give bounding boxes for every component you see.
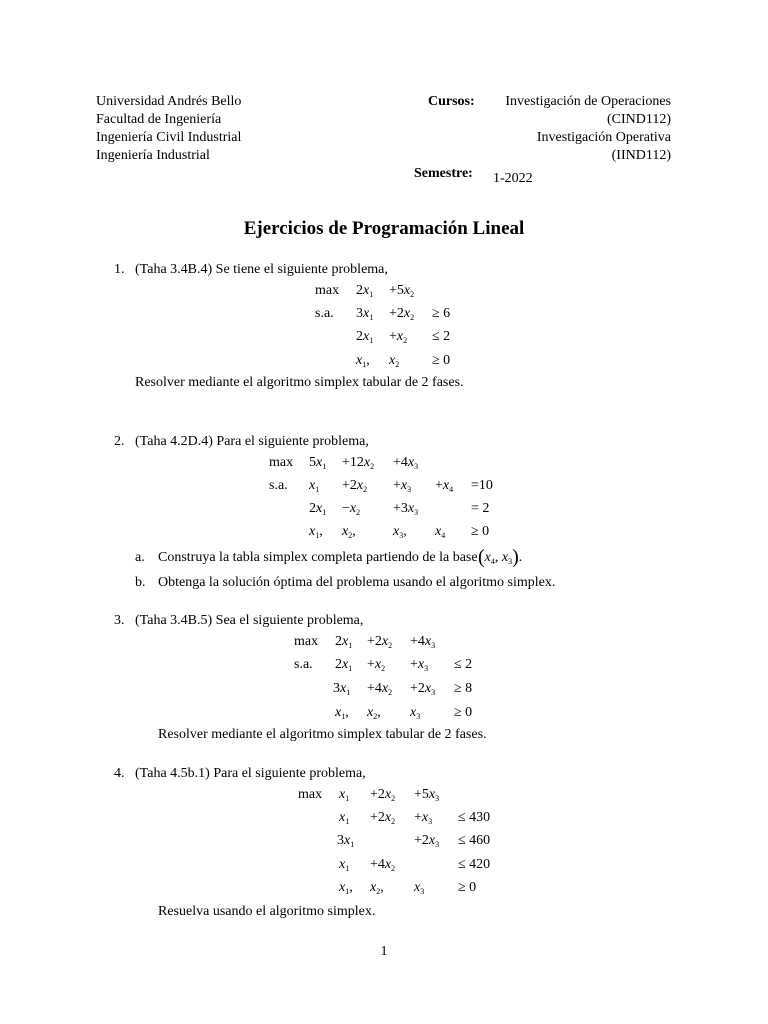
term: $+x_2$	[389, 329, 408, 345]
program-name-2: Ingeniería Industrial	[96, 148, 210, 163]
term: $+4x_2$	[367, 681, 393, 697]
term: $2x_1$	[356, 329, 374, 345]
term: $5x_1$	[309, 455, 327, 471]
sa-label: s.a.	[294, 657, 313, 672]
term: $3x_1$	[333, 681, 351, 697]
term: $+2x_3$	[414, 833, 440, 849]
term: $x_2$,	[367, 705, 381, 721]
max-label: max	[315, 283, 340, 298]
term: $2x_1$	[309, 501, 327, 517]
term: $2x_1$	[335, 634, 353, 650]
term: $+x_3$	[393, 478, 412, 494]
exercise-4-intro: (Taha 4.5b.1) Para el siguiente problema,	[135, 766, 366, 781]
university-name: Universidad Andrés Bello	[96, 94, 242, 109]
term: $x_3$	[414, 880, 425, 896]
course-2: Investigación Operativa	[536, 130, 671, 145]
term: $+2x_2$	[389, 306, 415, 322]
term: $x_2$,	[342, 524, 356, 540]
term: $x_3$,	[393, 524, 407, 540]
term: $+12x_2$	[342, 455, 375, 471]
sa-label: s.a.	[269, 478, 288, 493]
constraint-rhs: ≥ 0	[454, 705, 473, 720]
exercise-4-instruction: Resuelva usando el algoritmo simplex.	[158, 904, 376, 919]
term: $+x_2$	[367, 657, 386, 673]
item-a-label: a.	[135, 550, 145, 565]
exercise-3-intro: (Taha 3.4B.5) Sea el siguiente problema,	[135, 613, 364, 628]
item-b-label: b.	[135, 575, 146, 590]
term: $+x_4$	[435, 478, 454, 494]
course-code-2: (IIND112)	[611, 148, 671, 163]
term: $x_3$	[410, 705, 421, 721]
term: $x_2$	[389, 353, 400, 369]
constraint-rhs: ≥ 0	[458, 880, 477, 895]
term: $+2x_3$	[410, 681, 436, 697]
exercise-1-number: 1.	[114, 262, 125, 277]
constraint-rhs: ≤ 2	[432, 329, 451, 344]
term: $x_1$	[339, 787, 350, 803]
semester-label: Semestre:	[414, 166, 473, 181]
basis-expression: ($x_4$, $x_3$).	[478, 546, 523, 568]
term: $3x_1$	[356, 306, 374, 322]
sa-label: s.a.	[315, 306, 334, 321]
exercise-2-intro: (Taha 4.2D.4) Para el siguiente problema,	[135, 434, 369, 449]
term: $x_1$	[339, 810, 350, 826]
exercise-1-instruction: Resolver mediante el algoritmo simplex tabular de 2 fases.	[135, 375, 464, 390]
constraint-rhs: ≥ 8	[454, 681, 473, 696]
faculty-name: Facultad de Ingeniería	[96, 112, 222, 127]
term: $+x_3$	[410, 657, 429, 673]
exercise-4-number: 4.	[114, 766, 125, 781]
constraint-rhs: ≤ 420	[458, 857, 491, 872]
term: $x_1$,	[335, 705, 349, 721]
term: $x_1$	[339, 857, 350, 873]
term: $x_1$	[309, 478, 320, 494]
constraint-rhs: =10	[471, 478, 493, 493]
constraint-rhs: ≤ 430	[458, 810, 491, 825]
term: $-x_2$	[342, 501, 361, 517]
term: $x_1$,	[339, 880, 353, 896]
term: $x_1$,	[309, 524, 323, 540]
term: $+4x_2$	[370, 857, 396, 873]
max-label: max	[269, 455, 294, 470]
exercise-3-instruction: Resolver mediante el algoritmo simplex tabular de 2 fases.	[158, 727, 487, 742]
constraint-rhs: = 2	[471, 501, 490, 516]
course-code-1: (CIND112)	[606, 112, 671, 127]
exercise-3-number: 3.	[114, 613, 125, 628]
term: $3x_1$	[337, 833, 355, 849]
term: $x_2$,	[370, 880, 384, 896]
term: $+2x_2$	[370, 810, 396, 826]
term: $+5x_3$	[414, 787, 440, 803]
term: $+5x_2$	[389, 283, 415, 299]
term: $+2x_2$	[370, 787, 396, 803]
page-number: 1	[380, 944, 388, 959]
max-label: max	[298, 787, 323, 802]
term: $+3x_3$	[393, 501, 419, 517]
constraint-rhs: ≤ 460	[458, 833, 491, 848]
term: $2x_1$	[356, 283, 374, 299]
constraint-rhs: ≤ 2	[454, 657, 473, 672]
constraint-rhs: ≥ 6	[432, 306, 451, 321]
item-b-text: Obtenga la solución óptima del problema usando el algoritmo simplex.	[158, 575, 556, 590]
exercise-2-number: 2.	[114, 434, 125, 449]
term: $+4x_3$	[410, 634, 436, 650]
constraint-rhs: ≥ 0	[471, 524, 490, 539]
term: $+4x_3$	[393, 455, 419, 471]
term: $+x_3$	[414, 810, 433, 826]
term: $+2x_2$	[342, 478, 368, 494]
semester-value: 1-2022	[493, 171, 533, 186]
term: $+2x_2$	[367, 634, 393, 650]
max-label: max	[294, 634, 319, 649]
constraint-rhs: ≥ 0	[432, 353, 451, 368]
term: $x_4$	[435, 524, 446, 540]
page-title: Ejercicios de Programación Lineal	[243, 218, 525, 239]
exercise-1-intro: (Taha 3.4B.4) Se tiene el siguiente problema,	[135, 262, 388, 277]
program-name-1: Ingeniería Civil Industrial	[96, 130, 242, 145]
courses-label: Cursos:	[428, 94, 475, 109]
term: $x_1$,	[356, 353, 370, 369]
term: $2x_1$	[335, 657, 353, 673]
item-a-text: Construya la tabla simplex completa partiendo de la base	[158, 550, 478, 565]
course-1: Investigación de Operaciones	[505, 94, 671, 109]
